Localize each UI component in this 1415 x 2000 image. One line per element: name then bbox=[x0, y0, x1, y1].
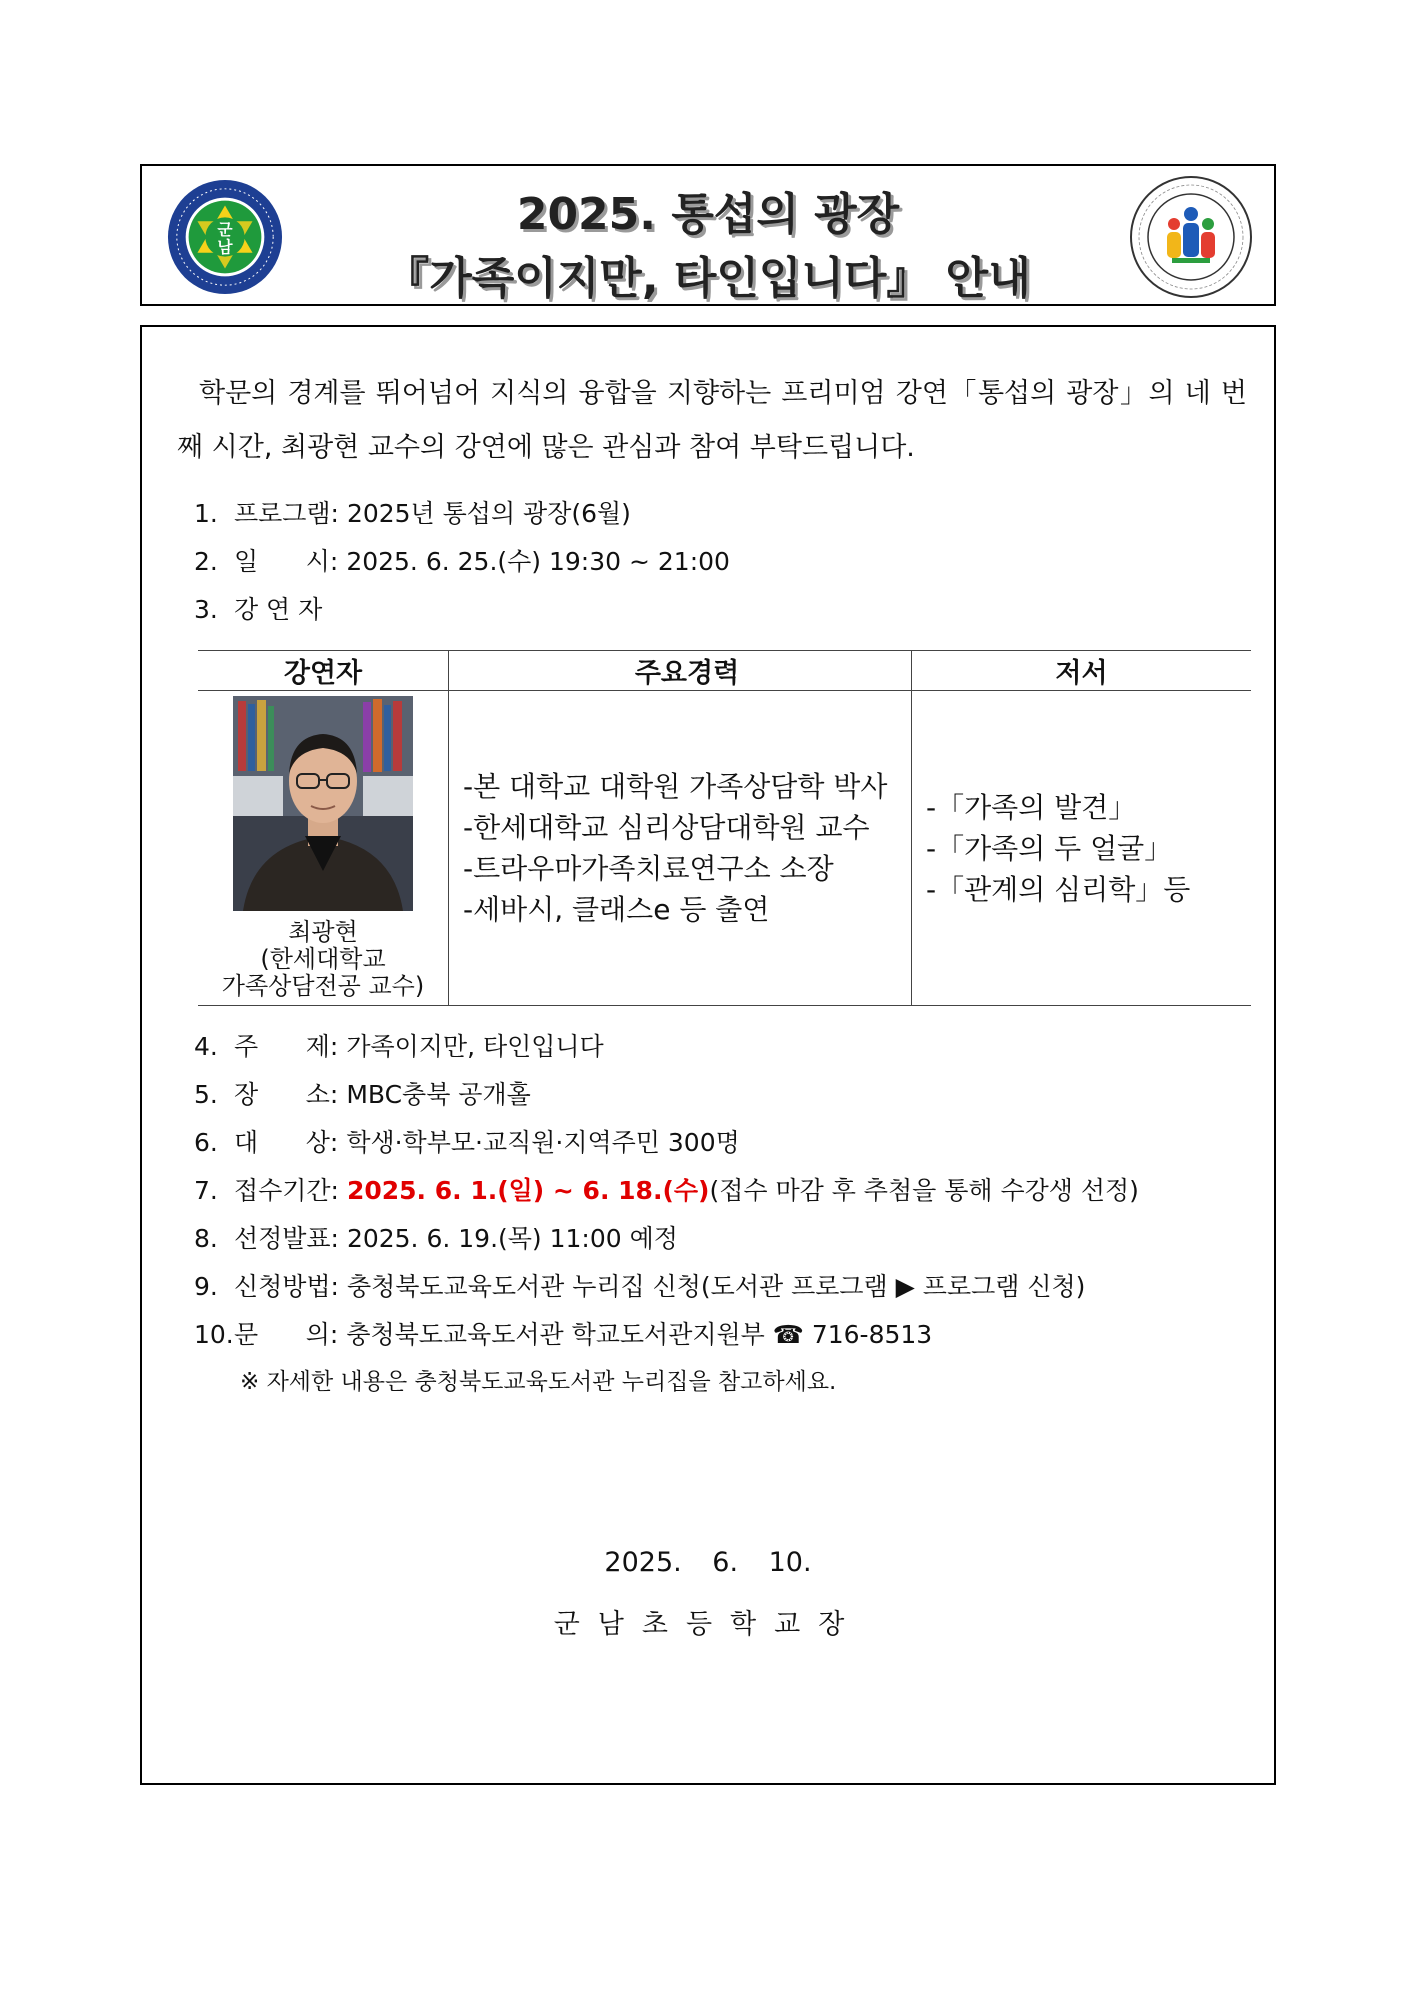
title-line-1: 2025. 통섭의 광장 bbox=[516, 189, 900, 240]
item-audience: 6. 대 상: 학생·학부모·교직원·지역주민 300명 bbox=[194, 1128, 740, 1157]
item-announcement: 8. 선정발표: 2025. 6. 19.(목) 11:00 예정 bbox=[194, 1224, 678, 1253]
career-item: -트라우마가족치료연구소 소장 bbox=[463, 852, 834, 885]
career-cell bbox=[449, 691, 912, 1006]
speaker-cell bbox=[198, 691, 449, 1006]
svg-text:남: 남 bbox=[217, 237, 233, 257]
speaker-photo bbox=[233, 696, 413, 911]
item-registration: 7. 접수기간: 2025. 6. 1.(일) ~ 6. 18.(수)(접수 마감 후 추첨을 통해 수강생 선정) bbox=[194, 1176, 1139, 1205]
library-logo-icon bbox=[1128, 174, 1254, 300]
speaker-affiliation-2: 가족상담전공 교수) bbox=[221, 972, 425, 1000]
registration-period: 2025. 6. 1.(일) ~ 6. 18.(수) bbox=[346, 1176, 710, 1205]
header-speaker: 강연자 bbox=[198, 651, 449, 691]
career-item: -세바시, 클래스e 등 출연 bbox=[463, 893, 770, 926]
item-speaker-heading: 3. 강 연 자 bbox=[194, 595, 323, 624]
title-box bbox=[140, 164, 1276, 306]
career-item: -본 대학교 대학원 가족상담학 박사 bbox=[463, 770, 888, 803]
item-venue: 5. 장 소: MBC충북 공개홀 bbox=[194, 1080, 531, 1109]
speaker-table bbox=[198, 650, 1251, 1006]
book-item: -「가족의 두 얼굴」 bbox=[926, 831, 1173, 865]
books-cell bbox=[912, 691, 1252, 1006]
item-datetime: 2. 일 시: 2025. 6. 25.(수) 19:30 ~ 21:00 bbox=[194, 547, 730, 576]
item-inquiry: 10. 문 의: 충청북도교육도서관 학교도서관지원부 ☎ 716-8513 bbox=[194, 1320, 933, 1349]
book-item: -「관계의 심리학」등 bbox=[926, 872, 1191, 906]
issue-date: 2025. 6. 10. bbox=[604, 1547, 812, 1578]
intro-paragraph: 학문의 경계를 뛰어넘어 지식의 융합을 지향하는 프리미엄 강연「통섭의 광장」의 네 번째 시간, 최광현 교수의 강연에 많은 관심과 참여 부탁드립니다. bbox=[177, 378, 1247, 463]
header-books: 저서 bbox=[912, 651, 1252, 691]
speaker-affiliation-1: (한세대학교 bbox=[260, 945, 386, 973]
title-line-2: 『가족이지만, 타인입니다』 안내 bbox=[385, 253, 1031, 304]
header-career: 주요경력 bbox=[449, 651, 912, 691]
item-program: 1. 프로그램: 2025년 통섭의 광장(6월) bbox=[194, 499, 631, 528]
note-text: ※ 자세한 내용은 충청북도교육도서관 누리집을 참고하세요. bbox=[240, 1369, 837, 1395]
book-item: -「가족의 발견」 bbox=[926, 790, 1137, 824]
svg-text:군: 군 bbox=[217, 220, 233, 240]
item-topic: 4. 주 제: 가족이지만, 타인입니다 bbox=[194, 1032, 604, 1061]
main-box bbox=[140, 325, 1276, 1785]
career-item: -한세대학교 심리상담대학원 교수 bbox=[463, 811, 870, 844]
speaker-name: 최광현 bbox=[288, 918, 358, 946]
signature: 군남초등학교장 bbox=[553, 1609, 863, 1640]
item-apply-method: 9. 신청방법: 충청북도교육도서관 누리집 신청(도서관 프로그램 ▶ 프로그램 신청) bbox=[194, 1272, 1086, 1301]
